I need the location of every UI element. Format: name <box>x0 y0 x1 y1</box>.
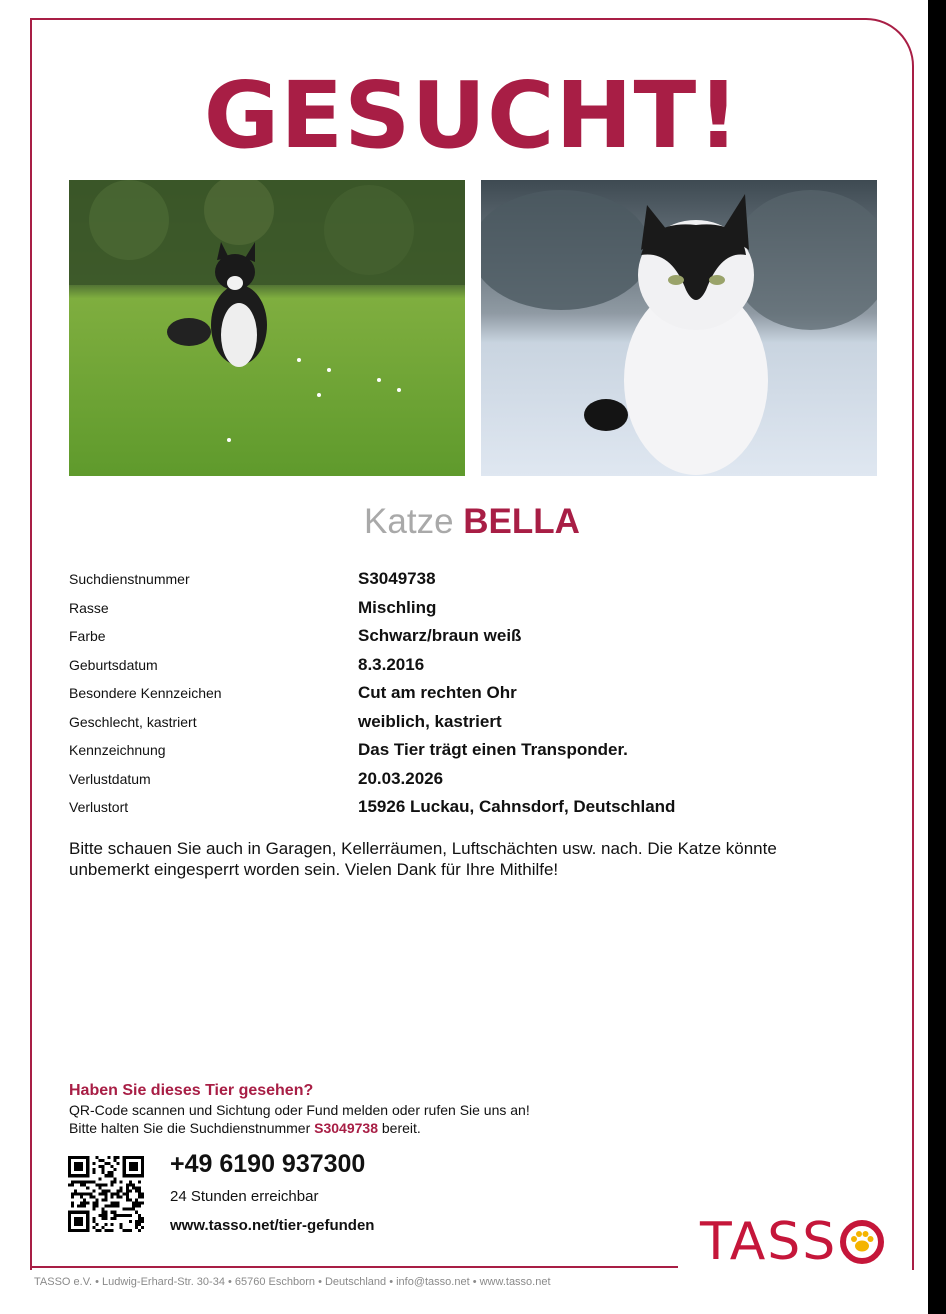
detail-label: Suchdienstnummer <box>69 571 190 587</box>
cta-heading: Haben Sie dieses Tier gesehen? <box>69 1082 314 1099</box>
logo-text: TASS <box>700 1212 838 1272</box>
tasso-logo <box>700 1212 885 1272</box>
pet-name: BELLA <box>463 502 580 541</box>
detail-row <box>69 793 869 822</box>
detail-value: 20.03.2026 <box>358 768 444 788</box>
detail-row <box>69 594 869 623</box>
call-to-action <box>69 1081 769 1137</box>
detail-value: Cut am rechten Ohr <box>358 683 517 702</box>
paw-icon <box>839 1219 885 1265</box>
search-note: Bitte schauen Sie auch in Garagen, Kellerräumen, Luftschächten usw. nach. Die Katze könnte unbemerkt eingesperrt worden sein. Vielen Dank für Ihre Mithilfe! <box>69 839 777 879</box>
detail-row <box>69 679 869 708</box>
details-table <box>69 565 869 822</box>
cta-line-2 <box>69 1119 769 1137</box>
detail-row <box>69 765 869 794</box>
detail-label: Kennzeichnung <box>69 742 166 758</box>
headline: GESUCHT! <box>203 62 741 169</box>
detail-value: S3049738 <box>358 569 436 588</box>
cta-line-2-prefix: Bitte halten Sie die Suchdienstnummer <box>69 1120 311 1136</box>
footer-address: TASSO e.V. • Ludwig-Erhard-Str. 30-34 • 65760 Eschborn • Deutschland • info@tasso.net • www.tasso.net <box>34 1276 551 1288</box>
pet-type: Katze <box>364 502 454 541</box>
detail-value: Das Tier trägt einen Transponder. <box>358 740 628 759</box>
detail-label: Verlustort <box>69 799 129 815</box>
cta-line-2-suffix: bereit. <box>381 1120 421 1136</box>
detail-label: Rasse <box>69 599 109 616</box>
qr-code[interactable] <box>68 1156 144 1232</box>
cta-line-1: QR-Code scannen und Sichtung oder Fund melden oder rufen Sie uns an! <box>69 1102 530 1118</box>
cta-search-number: S3049738 <box>314 1120 378 1136</box>
cat-photo-snow <box>481 180 877 476</box>
detail-label: Verlustdatum <box>69 770 151 787</box>
detail-value: 15926 Luckau, Cahnsdorf, Deutschland <box>358 797 676 816</box>
detail-row <box>69 736 869 765</box>
availability-text: 24 Stunden erreichbar <box>170 1188 319 1205</box>
detail-value: Mischling <box>358 597 437 617</box>
detail-row <box>69 651 869 680</box>
detail-label: Geschlecht, kastriert <box>69 713 197 730</box>
phone-number[interactable]: +49 6190 937300 <box>170 1150 366 1178</box>
detail-row <box>69 708 869 737</box>
cat-photo-grass <box>69 180 465 476</box>
detail-label: Farbe <box>69 628 106 644</box>
detail-value: Schwarz/braun weiß <box>358 626 522 645</box>
detail-row <box>69 565 869 594</box>
poster-frame-bottom <box>30 1266 678 1268</box>
detail-value: weiblich, kastriert <box>358 711 502 731</box>
detail-row <box>69 622 869 651</box>
pet-title <box>0 502 944 542</box>
detail-label: Besondere Kennzeichen <box>69 685 222 701</box>
detail-label: Geburtsdatum <box>69 656 158 673</box>
website-link[interactable]: www.tasso.net/tier-gefunden <box>170 1217 375 1234</box>
detail-value: 8.3.2016 <box>358 654 425 674</box>
